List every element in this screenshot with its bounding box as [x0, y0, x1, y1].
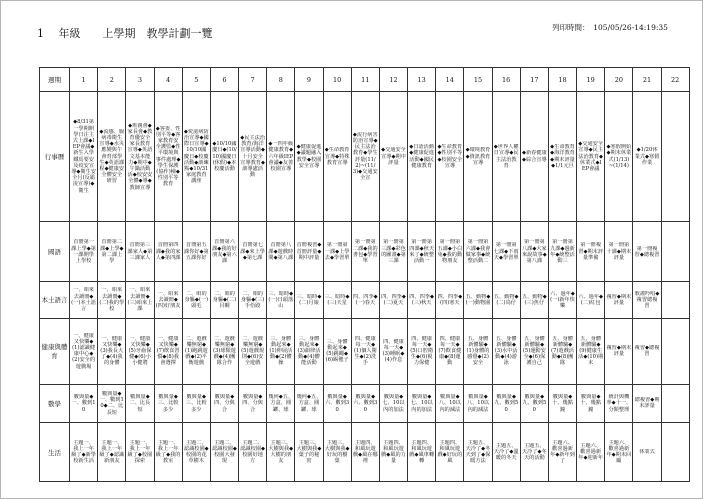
plan-cell: [210, 423, 238, 482]
week-header-4: 4: [154, 68, 182, 92]
plan-cell: [295, 282, 323, 318]
plan-cell: [548, 222, 576, 282]
plan-cell-text: 數與量◆七、10以內的加法: [410, 394, 433, 413]
plan-cell: [379, 282, 407, 318]
plan-cell: [70, 384, 98, 422]
plan-cell-text: ◆健康促進◆議題融入教學◆校園安全宣導: [296, 144, 322, 169]
plan-cell-text: ◆客委、性別平等◆客家教育安全護監◆性平環境與事件處理◆學生保護(協作)檢◆性別平等教育: [155, 125, 181, 188]
plan-cell-text: 首冊第七課◆來上學◆第七課: [240, 242, 265, 261]
plan-cell-text: 主題四、和風玩遊戲◆好玩的風: [437, 439, 463, 465]
plan-cell: [182, 92, 210, 222]
subject-label: 行事曆: [40, 92, 70, 222]
plan-cell-text: 主題四、和風玩遊戲◆風在哪裡: [352, 439, 378, 465]
plan-cell-text: 首冊複習◆首冊評量◆期中評量: [296, 242, 322, 261]
plan-cell-text: 第一冊第九課◆過新年◆統整活動三: [550, 239, 575, 264]
plan-cell-text: 數與量◆九、數到50: [522, 394, 547, 413]
plan-cell: [661, 384, 689, 422]
plan-cell-text: 幾何◆五、方盒、圓罐、球: [296, 394, 322, 413]
plan-cell: [379, 222, 407, 282]
plan-cell-text: 一、咱來去讀冊◆(二)我的學校: [99, 287, 125, 313]
plan-cell: [182, 384, 210, 422]
plan-cell: [126, 423, 154, 482]
plan-cell: [605, 222, 633, 282]
plan-cell: [351, 282, 379, 318]
plan-cell-text: 六、過年◆(一)新年快樂: [550, 290, 575, 309]
plan-cell-text: 三、暗時◆(二)月娘: [296, 293, 322, 306]
plan-cell: [548, 92, 576, 222]
plan-cell-text: ◆日語活動◆健康促進活動◆國民健康教育: [409, 144, 435, 169]
plan-cell-text: 四、四季◆(一)春天: [352, 293, 378, 306]
week-header-15: 15: [464, 68, 492, 92]
plan-cell-text: 第一冊複習◆總複習: [634, 245, 660, 258]
plan-cell: [295, 222, 323, 282]
plan-cell-text: 一、咱來去讀冊◆(一)本土語言: [71, 287, 96, 313]
plan-cell: [351, 384, 379, 422]
plan-cell: [492, 318, 520, 384]
week-header-17: 17: [520, 68, 548, 92]
plan-cell: [323, 384, 351, 422]
plan-cell: [351, 318, 379, 384]
plan-cell-text: 主題一、我上一年級了◆我的教室: [155, 439, 181, 465]
plan-cell: [577, 318, 605, 384]
plan-cell: [661, 423, 689, 482]
plan-cell: [98, 318, 126, 384]
plan-cell-text: 主題三、大樹與我◆葉子的秘密: [296, 439, 322, 465]
plan-cell: [577, 92, 605, 222]
plan-cell: [548, 423, 576, 482]
plan-cell: [126, 384, 154, 422]
plan-cell-text: 數與量◆三、比較多少: [157, 394, 179, 413]
plan-cell: [323, 222, 351, 282]
plan-cell-text: 數與量◆六、數到30: [325, 394, 350, 413]
plan-cell: [126, 282, 154, 318]
plan-cell-text: 主題六、歡喜過新年◆期末回顧: [606, 439, 632, 465]
plan-cell: [492, 92, 520, 222]
plan-cell: [633, 318, 661, 384]
subject-row: [40, 92, 690, 222]
week-header-16: 16: [492, 68, 520, 92]
plan-cell-text: 一、咱來去讀冊◆(四)好朋友: [155, 290, 181, 309]
plan-cell: [154, 282, 182, 318]
plan-cell: [605, 92, 633, 222]
plan-cell: [661, 222, 689, 282]
plan-cell-text: ◆生命教育宣導◆特殊教育宣導: [324, 147, 350, 166]
plan-cell-text: 第一冊第十課◆期末評量: [606, 242, 632, 261]
plan-cell: [239, 318, 267, 384]
plan-cell: [98, 384, 126, 422]
plan-cell: [436, 423, 464, 482]
plan-cell-text: 主題一、我上一年級了◆新學校新生活: [71, 439, 96, 465]
plan-cell-text: 首冊第一課上學◆第一課開學上學校: [71, 239, 96, 264]
plan-cell: [267, 282, 295, 318]
plan-cell: [182, 222, 210, 282]
plan-cell: [267, 423, 295, 482]
plan-cell-text: 第一冊第一課◆上學去◆學習單: [324, 242, 350, 261]
plan-cell-text: ◆環境教育◆資訊教育宣導: [465, 147, 491, 166]
plan-cell-text: ◆寒假開始◆期末休業式(1/13)~(1/14): [606, 144, 632, 169]
plan-cell: [577, 384, 605, 422]
plan-cell-text: 主題六、歡喜過新年◆迎新年: [578, 442, 604, 462]
plan-cell-text: 主題五、天冷了◆冬天的活動: [521, 442, 547, 462]
plan-cell-text: 四、四季◆(三)秋天: [409, 293, 435, 306]
week-header-6: 6: [210, 68, 238, 92]
plan-cell: [464, 222, 492, 282]
plan-cell-text: 統計與機率◆十一、分類整理: [606, 394, 632, 413]
plan-cell: [154, 423, 182, 482]
plan-cell: [239, 222, 267, 282]
plan-cell: [633, 423, 661, 482]
plan-cell-text: 主題一、我上一年級了◆認識新朋友: [99, 439, 125, 465]
plan-cell-text: 第一冊第七課◆下雨天◆學習單: [493, 242, 519, 261]
plan-cell-text: 二、遊戲樂無窮◆(3)球類遊戲◆(4)團隊合作: [212, 335, 236, 367]
plan-cell: [436, 282, 464, 318]
plan-cell: [98, 222, 126, 282]
plan-cell: [323, 423, 351, 482]
plan-cell-text: 五、身體新體驗◆(5)運動安全◆(6)保護自己: [522, 335, 546, 367]
plan-cell-text: 第一冊第五課◆小白兔◆我的動物朋友: [437, 239, 463, 264]
plan-cell: [70, 318, 98, 384]
plan-cell: [408, 282, 436, 318]
plan-cell: [464, 318, 492, 384]
plan-cell: [351, 92, 379, 222]
plan-cell-text: 數與量◆七、10以內的加法: [382, 394, 405, 413]
plan-cell: [492, 282, 520, 318]
plan-cell-text: 數與量◆四、分與合: [214, 394, 235, 413]
plan-cell-text: ◆生命教育◆海洋教育◆期末評量◆1/1元旦: [550, 144, 575, 169]
plan-cell: [661, 318, 689, 384]
plan-cell: [436, 318, 464, 384]
page-header: [0, 0, 704, 60]
plan-cell: [492, 423, 520, 482]
plan-cell: [267, 384, 295, 422]
plan-cell-text: ◆8/31第一學期開學日注主式上課◆IEP會議◆新生入學鐵馬要安及疫安宣導◆衛生安全月(反霸凌宣導)◆衛生: [71, 119, 96, 194]
subject-row: [40, 282, 690, 318]
week-header-8: 8: [267, 68, 295, 92]
plan-cell: [70, 282, 98, 318]
plan-cell: [605, 318, 633, 384]
plan-cell-text: 六、過年◆(二)紅包: [578, 293, 604, 306]
plan-cell: [436, 222, 464, 282]
plan-cell-text: ◆民主法治教育/海洋宣導活動◆十月安全宣導教育◆訓導處活動: [240, 134, 265, 179]
plan-cell-text: 五、動物◆(一)動物園: [465, 293, 491, 306]
plan-cell-text: 首冊第六課◆我的好朋友◆第六課: [212, 239, 237, 264]
plan-cell: [239, 423, 267, 482]
plan-cell-text: 首冊第五課你好◆第五課你好: [183, 242, 209, 261]
plan-cell-text: 五、動物◆(二)鳥仔: [493, 293, 519, 306]
plan-cell: [70, 423, 98, 482]
plan-cell-text: ◆班親會◆家長會◆教育優安全家長教育宣導◆英語文基本能力◆期中◆午鍋活動活◆校安安全體◆導◆教師宣導: [127, 122, 153, 191]
teaching-plan-table: [39, 67, 690, 482]
plan-cell: [182, 282, 210, 318]
plan-cell-text: ◆交通安全宣導◆民主法治教育◆休業式◆IEP會議: [578, 141, 604, 172]
week-header-14: 14: [436, 68, 464, 92]
plan-cell-text: 主題五、天冷了◆溫暖的冬天: [493, 442, 519, 462]
plan-cell: [295, 423, 323, 482]
plan-cell-text: 主題四、和風玩遊戲◆風的力量: [381, 439, 406, 465]
plan-cell: [98, 282, 126, 318]
plan-cell-text: 一、健康又快樂◆(3)我長大了◆(4)我的身體: [100, 335, 124, 367]
subject-label: 本土語言: [40, 282, 70, 318]
plan-cell-text: 四、健康每一天◆(3)睡眠◆(4)作息: [382, 338, 405, 364]
plan-cell-text: 主題一、我上一年級了◆校園探索: [127, 439, 153, 465]
plan-cell: [210, 222, 238, 282]
plan-cell: [210, 384, 238, 422]
plan-cell-text: ◆交通安全宣導◆期中評量: [381, 147, 406, 166]
plan-cell: [154, 384, 182, 422]
subject-label: 健康與體育: [40, 318, 70, 384]
plan-cell: [379, 423, 407, 482]
plan-cell-text: 複習◆期末評量: [606, 293, 632, 306]
week-header-21: 21: [633, 68, 661, 92]
plan-cell-text: 三、身體動起來◆(1)伸展活動◆(2)體操: [269, 335, 293, 367]
plan-cell-text: 第一冊第六課◆我會做家事◆統整活動二: [465, 239, 491, 264]
plan-cell-text: 三、身體動起來◆(3)韻律活動◆(4)體能活動: [297, 335, 321, 367]
plan-cell-text: 四、四季◆(二)夏天: [381, 293, 406, 306]
plan-cell: [379, 384, 407, 422]
plan-cell-text: 複習◆期末評量: [606, 344, 632, 358]
plan-cell-text: ◆生命教育◆性別平等◆校園安全宣導: [437, 144, 463, 169]
plan-cell-text: 首冊第三課家人◆第三課家人: [127, 242, 153, 261]
plan-cell-text: 幾何◆五、方盒、圓罐、球: [268, 394, 294, 413]
plan-cell-text: 數與量◆十、幾點鐘: [580, 394, 602, 413]
plan-cell: [295, 318, 323, 384]
plan-cell-text: 三、暗時◆(三)天星: [324, 293, 350, 306]
plan-cell-text: 一、健康又快樂◆(5)牙齒保健◆(6)小小健將: [128, 335, 152, 367]
plan-cell-text: 主題五、天冷了◆冬天到了◆保暖方法: [465, 439, 491, 465]
plan-cell: [323, 92, 351, 222]
week-header-row: [40, 68, 690, 92]
plan-cell: [408, 384, 436, 422]
plan-cell: [210, 282, 238, 318]
plan-cell: [464, 92, 492, 222]
plan-cell: [548, 282, 576, 318]
plan-cell: [379, 318, 407, 384]
plan-cell-text: 第一冊第八課◆大家來說故事◆第八課: [521, 239, 547, 264]
plan-cell: [126, 92, 154, 222]
plan-cell: [70, 92, 98, 222]
week-header-19: 19: [577, 68, 605, 92]
plan-cell-text: 五、身體新體驗◆(3)水中活動◆(4)游泳: [494, 335, 518, 367]
plan-cell: [154, 92, 182, 222]
plan-cell-text: 五、身體新體驗◆(1)身體的感覺◆(2)安全: [466, 335, 490, 367]
plan-cell: [436, 384, 464, 422]
plan-cell: [408, 92, 436, 222]
plan-cell: [492, 222, 520, 282]
plan-cell-text: 二、咱的身軀◆(三)手佮跤: [240, 290, 265, 309]
plan-cell-text: 主題六、歡喜過新年◆新年到了: [550, 439, 575, 465]
week-header-22: 22: [661, 68, 689, 92]
plan-cell-text: ◆世界人權日宣導◆民主法治教育: [493, 144, 519, 169]
week-header-11: 11: [351, 68, 379, 92]
plan-cell: [379, 92, 407, 222]
plan-cell-text: 數與量◆一、數到10: [71, 394, 96, 413]
plan-cell-text: 三、身體動起來◆(5)跳繩◆(6)踢毽子: [325, 338, 349, 364]
plan-cell: [520, 423, 548, 482]
plan-cell-text: 四、健康每一天◆(5)口腔衛生◆(6)視力保健: [410, 335, 434, 367]
plan-cell-text: 主題三、大樹與我◆好玩的樹葉: [324, 439, 350, 465]
week-header-3: 3: [126, 68, 154, 92]
plan-cell-text: 主題二、認識校園◆校園大發現: [212, 439, 237, 465]
plan-cell: [323, 318, 351, 384]
plan-cell: [577, 282, 605, 318]
plan-cell: [295, 92, 323, 222]
week-header-12: 12: [379, 68, 407, 92]
plan-cell: [605, 423, 633, 482]
plan-cell: [661, 282, 689, 318]
plan-cell: [267, 92, 295, 222]
plan-cell-text: 主題三、大樹與我◆大樹的朋友: [268, 439, 294, 465]
plan-cell-text: 數與量◆八、10以內的減法: [438, 394, 461, 413]
plan-cell-text: 二、遊戲樂無窮◆(1)跑跳遊戲◆(2)平衡遊戲: [184, 335, 208, 367]
plan-cell: [633, 384, 661, 422]
plan-cell-text: 二、遊戲樂無窮◆(5)遊戲規則◆(6)安全遊戲: [241, 335, 265, 367]
week-header-1: 1: [70, 68, 98, 92]
plan-cell-text: ◆流感、腸病毒衛生宣導◆水災應變與午會育部學生◆英語課程◆健康安全體安全研習: [99, 128, 125, 185]
plan-cell: [267, 318, 295, 384]
plan-cell-text: 歌謠吟唱◆複習總複習: [634, 290, 660, 309]
plan-cell: [182, 423, 210, 482]
subject-row: [40, 423, 690, 482]
plan-cell-text: 主題二、認識校園◆校園好地方: [240, 439, 265, 465]
plan-cell-text: 第一冊複習◆期末評量準備: [578, 242, 604, 261]
plan-cell: [98, 423, 126, 482]
plan-cell: [520, 92, 548, 222]
plan-cell: [210, 318, 238, 384]
plan-cell: [210, 92, 238, 222]
plan-cell-text: 首冊第八課◆遊戲時間◆第八課: [268, 242, 294, 261]
plan-cell: [154, 222, 182, 282]
plan-cell: [633, 222, 661, 282]
plan-cell: [492, 384, 520, 422]
plan-cell-text: 數與量◆二、比長短: [129, 394, 151, 413]
plan-cell-text: 數與量◆九、數到50: [494, 394, 519, 413]
print-timestamp: 列印時間： 105/05/26-14:19:35: [552, 23, 668, 32]
plan-cell-text: ◆流行病害防治宣導◆民主法治教育◆學生評量(11/2)~(11/3)◆交通安全宣: [352, 131, 378, 182]
plan-cell-text: 數與量◆一、數到10◆二、比長短: [99, 391, 124, 416]
plan-cell-text: 四、健康每一天◆(7)飲食健康◆(8)運動: [438, 335, 462, 367]
plan-cell: [548, 384, 576, 422]
week-header-9: 9: [295, 68, 323, 92]
plan-cell-text: ◆1/20休業式◆寒假作業: [634, 147, 660, 166]
week-header-5: 5: [182, 68, 210, 92]
document-title: 1 年級 上學期 教學計劃一覽: [37, 27, 213, 40]
plan-cell-text: 一、健康又快樂◆(1)認識健康中心◆(2)安全的遊戲場: [72, 332, 96, 370]
plan-cell-text: ◆愛滋病防治宣導◆國際日宣導◆10/10國慶日◆校慶活動◆訓練點◆10/31家庭教育講座: [183, 128, 209, 185]
plan-cell-text: 複習◆總複習: [634, 344, 660, 358]
corner-label: 週期: [40, 68, 70, 92]
plan-cell: [464, 423, 492, 482]
plan-cell-text: ◆10/10國慶日◆(10/10)國慶日(休假)◆本校慶活動: [212, 141, 237, 172]
plan-cell: [520, 318, 548, 384]
plan-cell-text: 二、咱的身軀◆(一)頭毛: [184, 290, 209, 309]
plan-cell: [182, 318, 210, 384]
plan-cell-text: 四、四季◆(四)寒天: [437, 293, 463, 306]
plan-cell-text: 數與量◆十、幾點鐘: [552, 394, 573, 413]
week-header-20: 20: [605, 68, 633, 92]
plan-cell-text: 三、暗時◆(一)日頭落山: [268, 290, 294, 309]
plan-cell-text: 一、健康又快樂◆(7)飲食習慣◆(8)我會選擇: [156, 335, 180, 367]
plan-cell-text: 第一冊第四課◆秋天來了◆統整活動一: [409, 239, 435, 264]
plan-cell: [126, 318, 154, 384]
plan-cell: [351, 423, 379, 482]
plan-cell: [408, 222, 436, 282]
plan-cell: [154, 318, 182, 384]
plan-cell: [408, 423, 436, 482]
plan-cell: [633, 282, 661, 318]
plan-cell: [239, 384, 267, 422]
plan-cell: [520, 384, 548, 422]
plan-cell-text: 第一冊第三課◆彩色的圖畫◆第三課: [381, 239, 406, 264]
plan-cell-text: 主題四、和風玩遊戲◆風車轉轉: [409, 439, 435, 465]
subject-label: 數學: [40, 384, 70, 422]
plan-cell: [661, 92, 689, 222]
plan-cell-text: 總複習◆期末評量: [634, 397, 660, 410]
week-header-18: 18: [548, 68, 576, 92]
plan-cell-text: ◆一四年級健康教育◆六年級IEP會議◆友善校園宣導: [268, 141, 294, 172]
week-header-10: 10: [323, 68, 351, 92]
plan-cell-text: 第一冊第二課◆我的書包◆學習單: [352, 239, 378, 264]
plan-cell-text: 數與量◆四、分與合: [242, 394, 263, 413]
week-header-2: 2: [98, 68, 126, 92]
plan-cell-text: 一、咱來去讀冊◆(三)咱來上課: [127, 287, 153, 313]
subject-label: 生活: [40, 423, 70, 482]
plan-cell-text: 四、健康每一天◆(1)個人衛生◆(2)洗手: [353, 335, 377, 367]
plan-cell: [267, 222, 295, 282]
week-header-7: 7: [239, 68, 267, 92]
plan-cell: [239, 92, 267, 222]
plan-cell: [351, 222, 379, 282]
plan-cell-text: 主題二、認識校園◆校園的花草樹木: [183, 439, 209, 465]
plan-cell: [520, 282, 548, 318]
plan-cell-text: 五、身體新體驗◆(7)遊戲活動◆(8)團隊: [551, 335, 574, 367]
plan-cell: [98, 92, 126, 222]
subject-row: [40, 318, 690, 384]
plan-cell: [464, 384, 492, 422]
plan-cell-text: 休業式: [639, 448, 655, 455]
plan-cell: [126, 222, 154, 282]
plan-cell-text: 二、咱的身軀◆(二)目睭: [212, 290, 237, 309]
plan-cell: [70, 222, 98, 282]
plan-cell: [239, 282, 267, 318]
plan-cell-text: ◆新春健康◆綜合宣導: [521, 150, 547, 163]
plan-cell: [323, 282, 351, 318]
plan-cell: [464, 282, 492, 318]
plan-cell-text: 五、動物◆(三)魚仔: [521, 293, 547, 306]
plan-cell-text: 五、身體新體驗◆(9)健康生活◆(10)期末: [578, 335, 604, 367]
plan-cell-text: 首冊第四課◆我的家人◆第四課: [155, 242, 181, 261]
plan-cell-text: 數與量◆三、比較多少: [185, 394, 207, 413]
plan-cell: [605, 384, 633, 422]
subject-label: 國語: [40, 222, 70, 282]
plan-cell: [520, 222, 548, 282]
plan-cell: [633, 92, 661, 222]
plan-cell: [577, 423, 605, 482]
plan-cell: [408, 318, 436, 384]
plan-cell: [295, 384, 323, 422]
plan-cell-text: 首冊第二課◆上學◆第二課上學: [99, 239, 124, 264]
plan-cell: [548, 318, 576, 384]
plan-cell-text: 數與量◆六、數到30: [353, 394, 378, 413]
subject-row: [40, 384, 690, 422]
plan-cell: [577, 222, 605, 282]
plan-cell-text: 數與量◆八、10以內的減法: [466, 394, 490, 413]
subject-row: [40, 222, 690, 282]
plan-cell: [605, 282, 633, 318]
week-header-13: 13: [408, 68, 436, 92]
plan-cell: [436, 92, 464, 222]
